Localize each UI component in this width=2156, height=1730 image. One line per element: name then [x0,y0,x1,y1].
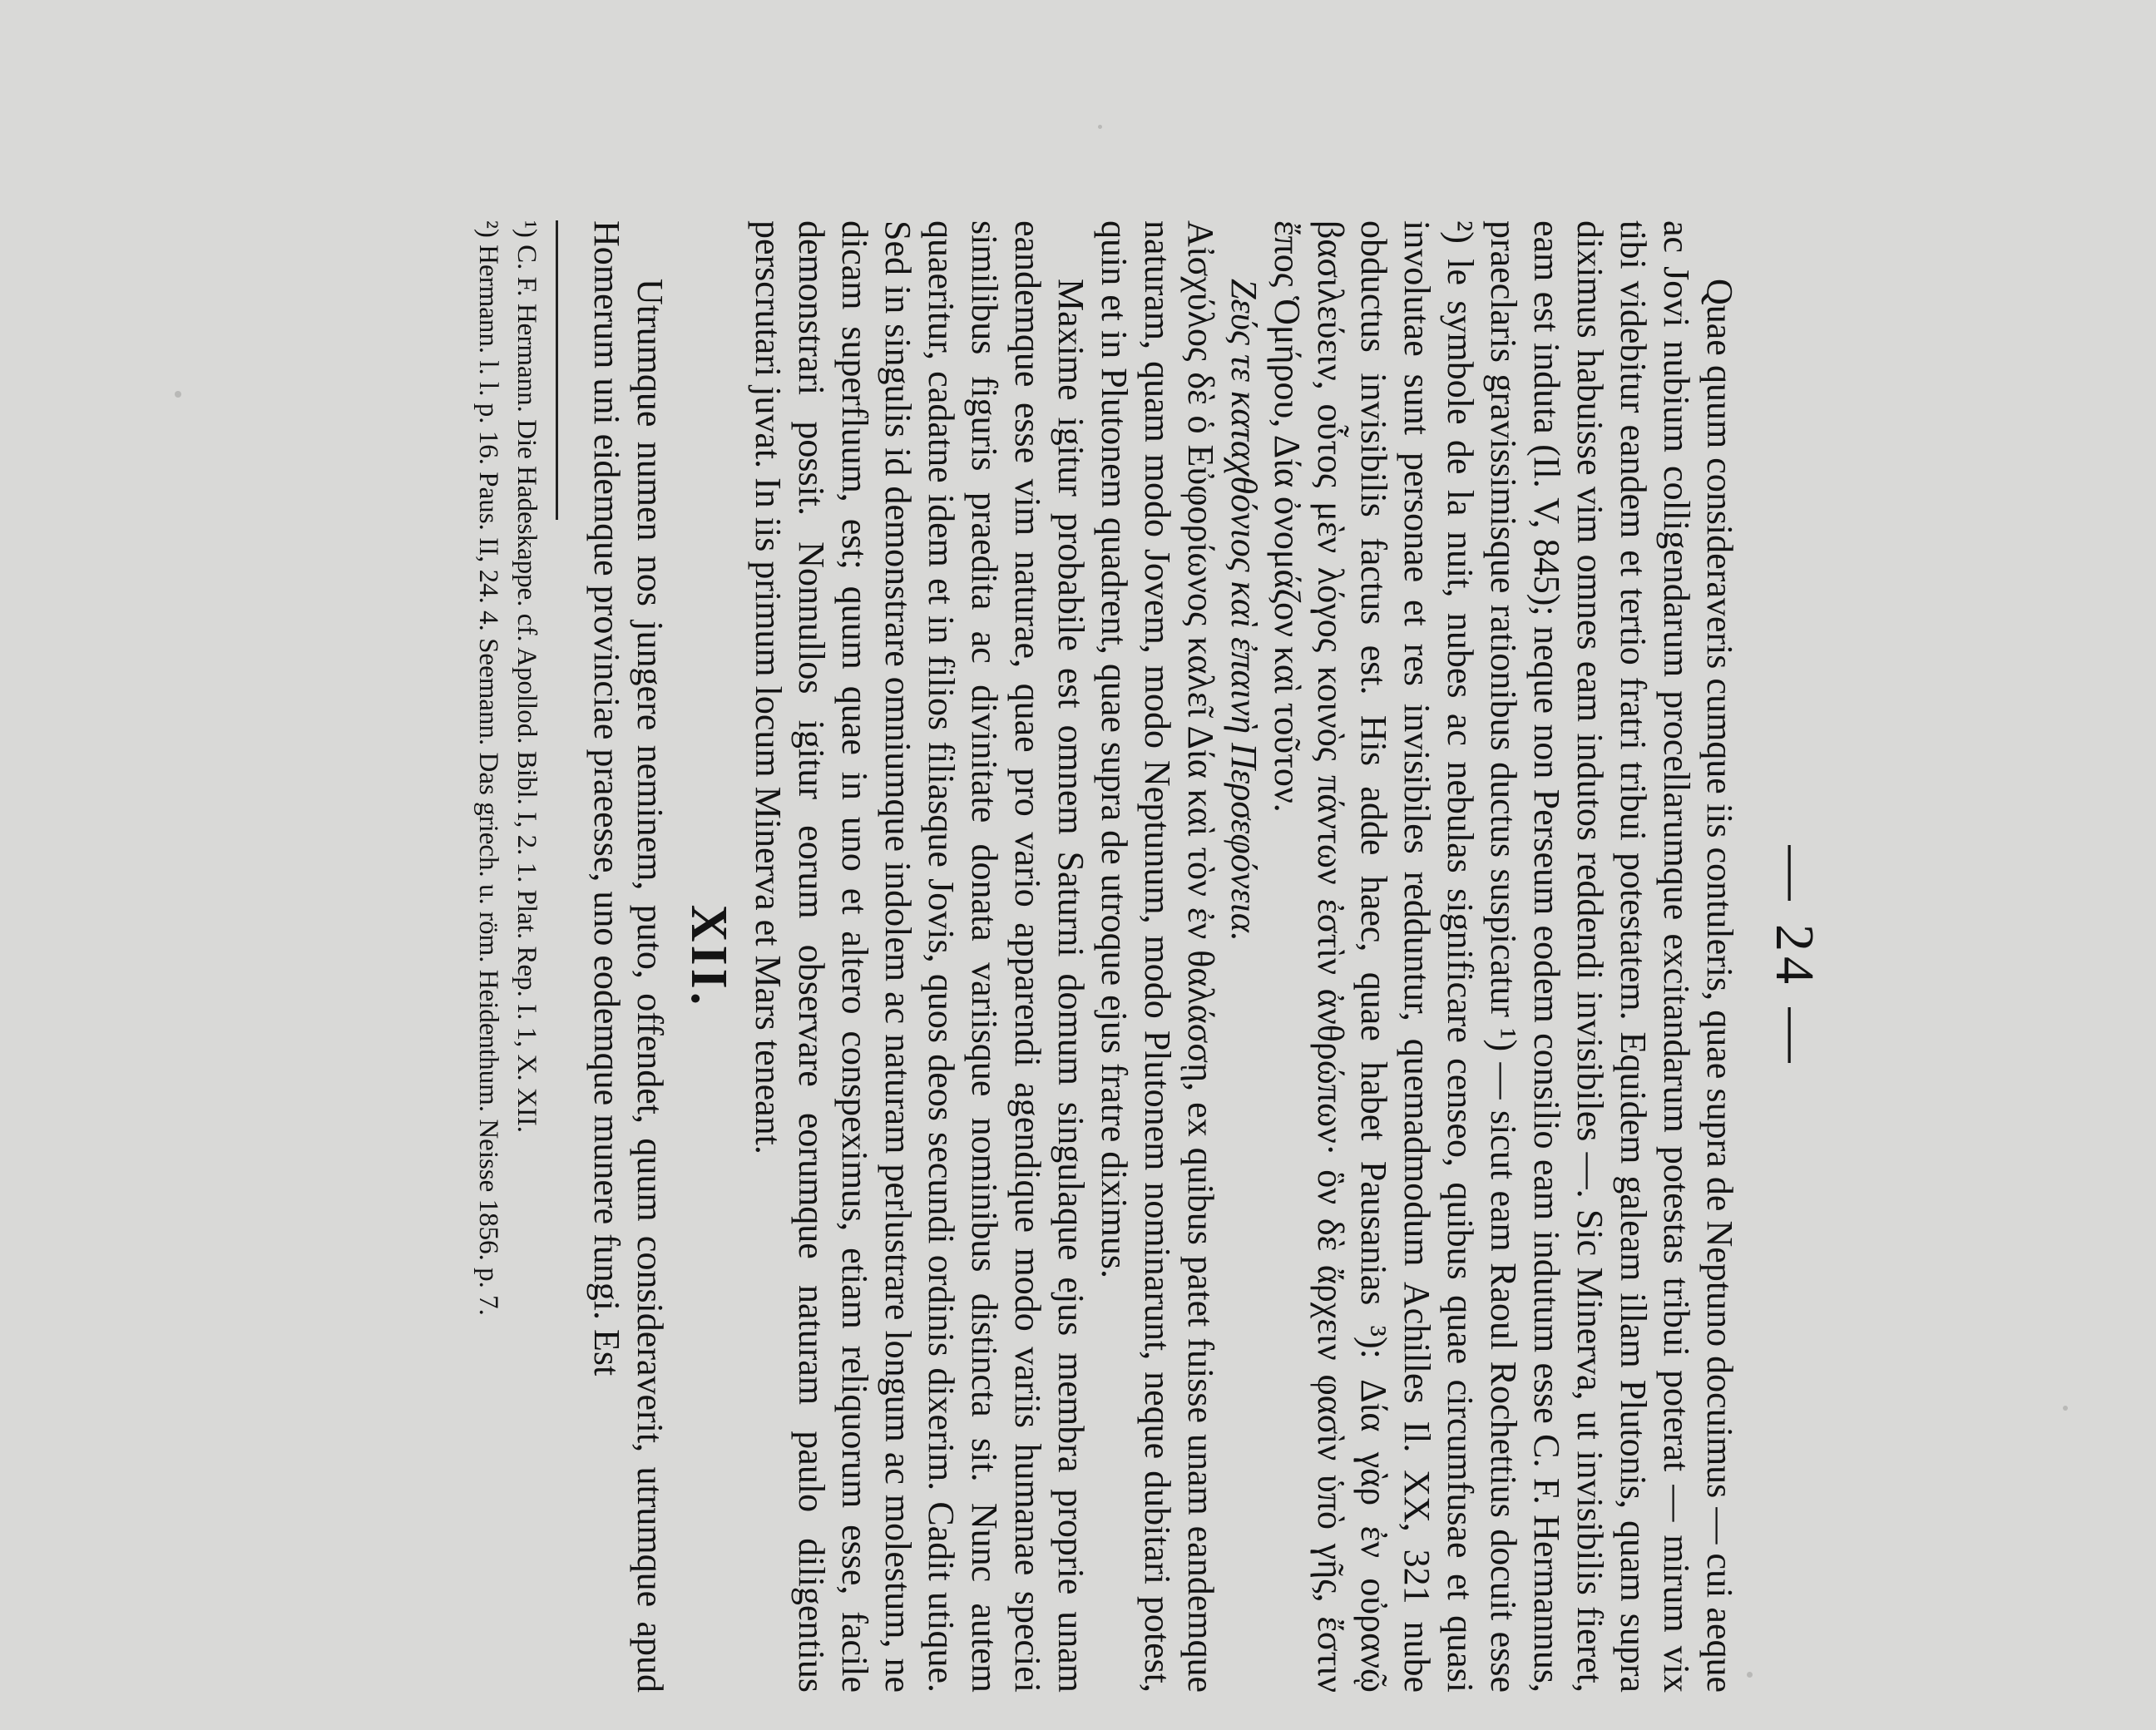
rotated-text-block [139,220,1836,1693]
greek-verse-line: Ζεύς τε καταχθόνιος καὶ ἐπαινὴ Περσεφόνεια. [1224,279,1264,942]
footnote-separator [556,220,558,520]
paragraph: Maxime igitur probabile est omnem Saturni domum singulaque ejus membra proprie unam eandemque esse vim naturae, quae pro vario apparendi agendique modo variis humanae speciei similibus figuris praedita ac divinitate donata variisque nominibus distincta sit. Nunc autem quaeritur, cadatne idem et in filios filiasque Jovis, quos deos secundi ordinis dixerim. Cadit utique. Sed in singulis id demonstrare omniumque indolem ac naturam perlustrare longum ac molestum, ne dicam superfluum, est; quum quae in uno et altero conspeximus, etiam reliquorum esse, facile demonstrari possit. Nonnullos igitur eorum observare eorumque naturam paulo diligentius perscrutari juvat. In iis primum locum Minerva et Mars teneant. [748,220,1091,1693]
footnotes [469,220,546,1693]
footnote: ²) Hermann. l. l. p. 16. Paus. II, 24. 4. Seemann. Das griech. u. röm. Heidenthum. Neisse 1856. p. 7. [473,220,503,1316]
paragraph: Utrumque numen nos jungere neminem, puto, offendet, quum consideraverit, utrumque apud Homerum uni eidemque provinciae praeesse, uno eodemque munere fungi. Est [586,220,670,1693]
paragraph: Quae quum consideraveris cumque iis contuleris, quae supra de Neptuno docuimus — cui aeque ac Jovi nubium colligendarum procellarumque excitandarum potestas tribui poterat — mirum vix tibi videbitur eandem et tertio fratri tribui potestatem. Equidem galeam illam Plutonis, quam supra diximus habuisse vim omnes eam indutos reddendi invisibiles —. Sic Minerva, ut invisibilis fieret, eam est induta (Il. V, 845); neque non Perseum eodem consilio eam indutum esse C. F. Hermannus, praeclaris gravissimisque rationibus ductus suspicatur ¹) — sicut eam Raoul Rochettius docuit esse ²) le symbole de la nuit, nubes ac nebulas significare censeo, quibus quae circumfusae et quasi involutae sunt personae et res invisibiles redduntur, quemadmodum Achilles Il. XX, 321 nube obductus invisibilis factus est. His adde haec, quae habet Pausanias ³): Δία γὰρ ἐν οὐρανῷ βασιλεύειν, οὗτος μὲν λόγος κοινὸς πάντων ἐστὶν ἀνθρώπων· ὃν δὲ ἄρχειν φασὶν ὑπὸ γῆς, ἔστιν ἔπος Ὁμήρου, Δία ὀνομάζον καὶ τοῦτον. [1267,220,1740,1693]
paper-speck [2063,1406,2068,1411]
page-number: — 24 — [1764,845,1825,1068]
paper-speck [1098,125,1102,129]
footnote: ¹) C. F. Hermann. Die Hadeskappe. cf. Apollod. Bibl. I, 2. 1. Plat. Rep. I. 1, X. XII. [512,220,541,1133]
paragraph: Αἰσχύλος δὲ ὁ Εὐφορίωνος καλεῖ Δία καὶ τὸν ἐν θαλάσσῃ, ex quibus patet fuisse unam eandemque naturam, quam modo Jovem, modo Neptunum, modo Plutonem nominarunt, neque dubitari potest, quin et in Plutonem quadrent, quae supra de utroque ejus fratre diximus. [1094,220,1221,1693]
section-heading: XII. [680,904,737,1009]
body-text [585,220,1741,1693]
